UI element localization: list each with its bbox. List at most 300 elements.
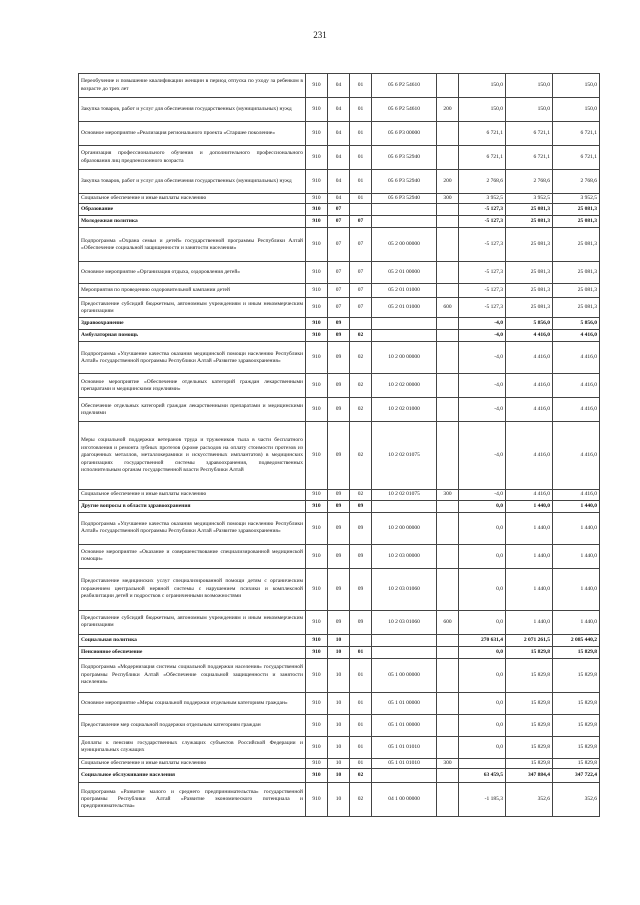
expense-type-code: [437, 398, 459, 422]
target-code: 10 2 02 01075: [372, 490, 437, 500]
section-code: 09: [328, 490, 350, 500]
section-code: 09: [328, 568, 350, 610]
target-code: 05 6 P3 52940: [372, 146, 437, 170]
amount-1: 150,0: [459, 98, 506, 122]
table-row: [79, 262, 600, 284]
subsection-code: 07: [350, 228, 372, 262]
section-code: 10: [328, 646, 350, 658]
expense-type-code: [437, 374, 459, 398]
row-name: Подпрограмма «Модернизация системы социальной поддержки населения» государственной программы Республики Алтай «Обеспечение социальной защищенности и занятости населения»: [79, 658, 306, 692]
expense-type-code: 200: [437, 170, 459, 194]
amount-1: 0,0: [459, 500, 506, 512]
amount-3: 6 721,1: [553, 122, 600, 146]
target-code: [372, 318, 437, 330]
expense-type-code: 200: [437, 98, 459, 122]
section-code: 04: [328, 170, 350, 194]
subsection-code: 02: [350, 330, 372, 342]
amount-1: 150,0: [459, 74, 506, 98]
target-code: 05 1 01 01010: [372, 758, 437, 768]
target-code: [372, 769, 437, 783]
expense-type-code: [437, 634, 459, 646]
amount-3: 1 440,0: [553, 512, 600, 544]
subsection-code: [350, 204, 372, 216]
ved-code: 910: [306, 783, 328, 817]
amount-2: 150,0: [506, 98, 553, 122]
subsection-code: 02: [350, 374, 372, 398]
subsection-code: 02: [350, 783, 372, 817]
row-name: Основное мероприятие «Организация отдыха, оздоровления детей»: [79, 262, 306, 284]
section-code: 09: [328, 374, 350, 398]
section-code: 09: [328, 544, 350, 568]
table-body: [79, 74, 600, 817]
subsection-code: [350, 634, 372, 646]
subsection-code: 01: [350, 646, 372, 658]
amount-2: 25 081,3: [506, 204, 553, 216]
subsection-code: 09: [350, 544, 372, 568]
amount-1: -4,0: [459, 490, 506, 500]
amount-3: 1 440,0: [553, 500, 600, 512]
ved-code: 910: [306, 490, 328, 500]
amount-2: 1 440,0: [506, 568, 553, 610]
amount-2: 15 829,8: [506, 658, 553, 692]
ved-code: 910: [306, 544, 328, 568]
row-name: Здравоохранение: [79, 318, 306, 330]
amount-3: 352,6: [553, 783, 600, 817]
subsection-code: 07: [350, 284, 372, 298]
amount-3: 347 722,4: [553, 769, 600, 783]
table-row: [79, 422, 600, 490]
expense-type-code: [437, 74, 459, 98]
expense-type-code: [437, 568, 459, 610]
amount-3: 15 829,8: [553, 714, 600, 736]
amount-2: 1 440,0: [506, 500, 553, 512]
amount-2: 2 071 261,5: [506, 634, 553, 646]
ved-code: 910: [306, 714, 328, 736]
row-name: Пенсионное обеспечение: [79, 646, 306, 658]
target-code: 10 2 02 01000: [372, 398, 437, 422]
amount-1: -4,0: [459, 330, 506, 342]
target-code: [372, 216, 437, 228]
section-code: 10: [328, 714, 350, 736]
table-row: [79, 714, 600, 736]
table-row: [79, 330, 600, 342]
row-name: Социальное обеспечение и иные выплаты населению: [79, 194, 306, 204]
amount-3: 25 081,3: [553, 216, 600, 228]
row-name: Социальное обеспечение и иные выплаты населению: [79, 758, 306, 768]
amount-3: 15 829,8: [553, 658, 600, 692]
row-name: Основное мероприятие «Обеспечение отдельных категорий граждан лекарственными препаратами и медицинскими изделиями»: [79, 374, 306, 398]
row-name: Подпрограмма «Охрана семьи и детей» государственной программы Республики Алтай «Обеспечение социальной защищенности и занятости населения»: [79, 228, 306, 262]
amount-2: 1 440,0: [506, 544, 553, 568]
amount-2: 5 856,0: [506, 318, 553, 330]
table-row: [79, 318, 600, 330]
amount-1: 63 459,5: [459, 769, 506, 783]
subsection-code: 07: [350, 216, 372, 228]
subsection-code: 07: [350, 262, 372, 284]
target-code: 05 6 P3 52940: [372, 194, 437, 204]
row-name: Социальная политика: [79, 634, 306, 646]
amount-1: -1 185,3: [459, 783, 506, 817]
subsection-code: 07: [350, 298, 372, 318]
amount-1: -4,0: [459, 318, 506, 330]
amount-2: 6 721,1: [506, 122, 553, 146]
section-code: 09: [328, 512, 350, 544]
amount-2: 25 081,3: [506, 298, 553, 318]
target-code: 10 2 03 00000: [372, 544, 437, 568]
ved-code: 910: [306, 228, 328, 262]
section-code: 04: [328, 146, 350, 170]
row-name: Основное мероприятие «Оказание и совершенствование специализированной медицинской помощи»: [79, 544, 306, 568]
expense-type-code: [437, 228, 459, 262]
expense-type-code: [437, 146, 459, 170]
ved-code: 910: [306, 568, 328, 610]
ved-code: 910: [306, 769, 328, 783]
amount-1: -5 127,3: [459, 284, 506, 298]
amount-3: 4 416,0: [553, 490, 600, 500]
row-name: Мероприятия по проведению оздоровительной кампании детей: [79, 284, 306, 298]
amount-2: 15 829,8: [506, 736, 553, 758]
expense-type-code: [437, 284, 459, 298]
expense-type-code: [437, 736, 459, 758]
amount-3: 25 081,3: [553, 228, 600, 262]
subsection-code: 01: [350, 194, 372, 204]
amount-1: 270 631,4: [459, 634, 506, 646]
section-code: 07: [328, 284, 350, 298]
subsection-code: 02: [350, 769, 372, 783]
target-code: 10 2 00 00000: [372, 342, 437, 374]
amount-2: 25 081,3: [506, 284, 553, 298]
ved-code: 910: [306, 98, 328, 122]
subsection-code: 02: [350, 342, 372, 374]
row-name: Предоставление субсидий бюджетным, автономным учреждениям и иным некоммерческим организациям: [79, 298, 306, 318]
ved-code: 910: [306, 146, 328, 170]
ved-code: 910: [306, 318, 328, 330]
row-name: Предоставление медицинских услуг специализированной помощи детям с органическим поражением центральной нервной системы с нарушением психики и комплексной реабилитации детей и подростков с ограниченными возможностями: [79, 568, 306, 610]
amount-3: 15 829,8: [553, 736, 600, 758]
target-code: [372, 204, 437, 216]
amount-2: 3 952,5: [506, 194, 553, 204]
amount-2: 150,0: [506, 74, 553, 98]
expense-type-code: [437, 692, 459, 714]
table-row: [79, 204, 600, 216]
amount-1: -4,0: [459, 398, 506, 422]
amount-1: 0,0: [459, 544, 506, 568]
amount-1: 3 952,5: [459, 194, 506, 204]
subsection-code: 01: [350, 74, 372, 98]
subsection-code: 09: [350, 610, 372, 634]
amount-3: 15 829,8: [553, 758, 600, 768]
amount-3: 25 081,3: [553, 298, 600, 318]
amount-2: 4 416,0: [506, 330, 553, 342]
amount-1: -5 127,3: [459, 298, 506, 318]
ved-code: 910: [306, 204, 328, 216]
amount-1: 0,0: [459, 610, 506, 634]
expense-type-code: 300: [437, 194, 459, 204]
amount-2: 4 416,0: [506, 398, 553, 422]
target-code: 10 2 02 01075: [372, 422, 437, 490]
amount-1: 0,0: [459, 692, 506, 714]
table-row: [79, 544, 600, 568]
row-name: Социальное обслуживание населения: [79, 769, 306, 783]
amount-3: 4 416,0: [553, 374, 600, 398]
budget-table: [78, 73, 600, 817]
expense-type-code: [437, 204, 459, 216]
amount-1: -5 127,3: [459, 204, 506, 216]
ved-code: 910: [306, 512, 328, 544]
row-name: Молодежная политика: [79, 216, 306, 228]
row-name: Меры социальной поддержки ветеранов труда и тружеников тыла в части бесплатного изготовления и ремонта зубных протезов (кроме расходов на оплату стоимости протезов из драгоценных металлов, металлокерамики и искусственных имплантатов) в медицинских организациях государственной системы здравоохранения, подведомственных исполнительным органам государственной власти Республики Алтай: [79, 422, 306, 490]
ved-code: 910: [306, 122, 328, 146]
amount-1: 0,0: [459, 512, 506, 544]
row-name: Другие вопросы в области здравоохранения: [79, 500, 306, 512]
ved-code: 910: [306, 284, 328, 298]
amount-3: 25 081,3: [553, 204, 600, 216]
section-code: 10: [328, 758, 350, 768]
section-code: 07: [328, 228, 350, 262]
row-name: Организация профессионального обучения и дополнительного профессионального образования лиц предпенсионного возраста: [79, 146, 306, 170]
ved-code: 910: [306, 610, 328, 634]
row-name: Подпрограмма «Улучшение качества оказания медицинской помощи населению Республики Алтай» государственной программы Республики Алтай «Развитие здравоохранения»: [79, 512, 306, 544]
expense-type-code: [437, 769, 459, 783]
amount-2: 25 081,3: [506, 216, 553, 228]
target-code: 04 1 00 00000: [372, 783, 437, 817]
amount-1: 0,0: [459, 714, 506, 736]
amount-1: 0,0: [459, 658, 506, 692]
table-row: [79, 490, 600, 500]
amount-3: 4 416,0: [553, 330, 600, 342]
target-code: 05 1 01 01010: [372, 736, 437, 758]
row-name: Закупка товаров, работ и услуг для обеспечения государственных (муниципальных) нужд: [79, 170, 306, 194]
amount-1: 6 721,1: [459, 122, 506, 146]
amount-2: 25 081,3: [506, 262, 553, 284]
amount-1: 0,0: [459, 568, 506, 610]
table-row: [79, 736, 600, 758]
section-code: 10: [328, 769, 350, 783]
amount-2: 6 721,1: [506, 146, 553, 170]
subsection-code: 09: [350, 568, 372, 610]
amount-3: 5 856,0: [553, 318, 600, 330]
table-row: [79, 284, 600, 298]
ved-code: 910: [306, 736, 328, 758]
target-code: [372, 330, 437, 342]
table-row: [79, 692, 600, 714]
ved-code: 910: [306, 634, 328, 646]
section-code: 09: [328, 330, 350, 342]
target-code: 10 2 00 00000: [372, 512, 437, 544]
ved-code: 910: [306, 298, 328, 318]
subsection-code: 01: [350, 758, 372, 768]
table-row: [79, 194, 600, 204]
expense-type-code: [437, 658, 459, 692]
row-name: Подпрограмма «Улучшение качества оказания медицинской помощи населению Республики Алтай» государственной программы Республики Алтай «Развитие здравоохранения»: [79, 342, 306, 374]
subsection-code: 02: [350, 422, 372, 490]
amount-2: 4 416,0: [506, 490, 553, 500]
amount-2: 4 416,0: [506, 374, 553, 398]
ved-code: 910: [306, 74, 328, 98]
section-code: 10: [328, 736, 350, 758]
amount-3: 1 440,0: [553, 544, 600, 568]
amount-1: -5 127,3: [459, 216, 506, 228]
expense-type-code: 600: [437, 610, 459, 634]
expense-type-code: [437, 500, 459, 512]
target-code: 05 1 01 00000: [372, 692, 437, 714]
subsection-code: [350, 318, 372, 330]
ved-code: 910: [306, 398, 328, 422]
amount-3: 25 081,3: [553, 262, 600, 284]
target-code: 05 6 P3 00000: [372, 122, 437, 146]
expense-type-code: [437, 512, 459, 544]
row-name: Предоставление мер социальной поддержки отдельным категориям граждан: [79, 714, 306, 736]
table-row: [79, 228, 600, 262]
section-code: 10: [328, 658, 350, 692]
expense-type-code: [437, 216, 459, 228]
amount-1: -4,0: [459, 342, 506, 374]
amount-3: 15 829,8: [553, 692, 600, 714]
row-name: Амбулаторная помощь: [79, 330, 306, 342]
expense-type-code: 300: [437, 758, 459, 768]
table-row: [79, 646, 600, 658]
table-row: [79, 783, 600, 817]
subsection-code: 01: [350, 714, 372, 736]
amount-2: 4 416,0: [506, 422, 553, 490]
target-code: 05 2 01 01000: [372, 298, 437, 318]
table-row: [79, 146, 600, 170]
subsection-code: 02: [350, 398, 372, 422]
amount-2: 1 440,0: [506, 512, 553, 544]
target-code: 10 2 03 01060: [372, 610, 437, 634]
row-name: Основное мероприятие «Меры социальной поддержки отдельным категориям граждан»: [79, 692, 306, 714]
target-code: 05 2 01 00000: [372, 262, 437, 284]
target-code: [372, 646, 437, 658]
section-code: 09: [328, 500, 350, 512]
subsection-code: 01: [350, 736, 372, 758]
amount-2: 4 416,0: [506, 342, 553, 374]
amount-3: 25 081,3: [553, 284, 600, 298]
section-code: 09: [328, 318, 350, 330]
section-code: 10: [328, 692, 350, 714]
row-name: Предоставление субсидий бюджетным, автономным учреждениям и иным некоммерческим организациям: [79, 610, 306, 634]
table-row: [79, 374, 600, 398]
table-row: [79, 122, 600, 146]
subsection-code: 09: [350, 512, 372, 544]
expense-type-code: [437, 122, 459, 146]
ved-code: 910: [306, 262, 328, 284]
expense-type-code: [437, 330, 459, 342]
row-name: Подпрограмма «Развитие малого и среднего предпринимательства» государственной программы Республики Алтай «Развитие экономического потенциала и предпринимательства»: [79, 783, 306, 817]
amount-1: -4,0: [459, 374, 506, 398]
amount-3: 6 721,1: [553, 146, 600, 170]
amount-1: 0,0: [459, 736, 506, 758]
section-code: 04: [328, 98, 350, 122]
row-name: Социальное обеспечение и иные выплаты населению: [79, 490, 306, 500]
table-row: [79, 74, 600, 98]
subsection-code: 01: [350, 98, 372, 122]
ved-code: 910: [306, 194, 328, 204]
page-number: 231: [313, 30, 327, 40]
section-code: 09: [328, 342, 350, 374]
target-code: 10 2 02 00000: [372, 374, 437, 398]
section-code: 09: [328, 422, 350, 490]
row-name: Закупка товаров, работ и услуг для обеспечения государственных (муниципальных) нужд: [79, 98, 306, 122]
subsection-code: 01: [350, 170, 372, 194]
target-code: 05 1 01 00000: [372, 714, 437, 736]
row-name: Доплаты к пенсиям государственных служащих субъектов Российской Федерации и муниципальных служащих: [79, 736, 306, 758]
amount-2: 2 768,6: [506, 170, 553, 194]
section-code: 10: [328, 783, 350, 817]
row-name: Переобучение и повышение квалификации женщин в период отпуска по уходу за ребенком в возрасте до трех лет: [79, 74, 306, 98]
table-row: [79, 610, 600, 634]
ved-code: 910: [306, 500, 328, 512]
table-row: [79, 298, 600, 318]
amount-1: -4,0: [459, 422, 506, 490]
amount-2: 15 829,8: [506, 646, 553, 658]
ved-code: 910: [306, 374, 328, 398]
table-row: [79, 500, 600, 512]
ved-code: 910: [306, 758, 328, 768]
subsection-code: 01: [350, 122, 372, 146]
amount-2: 15 829,8: [506, 692, 553, 714]
section-code: 09: [328, 398, 350, 422]
expense-type-code: [437, 342, 459, 374]
expense-type-code: 300: [437, 490, 459, 500]
section-code: 07: [328, 298, 350, 318]
amount-1: -5 127,3: [459, 228, 506, 262]
amount-2: 352,6: [506, 783, 553, 817]
amount-1: 0,0: [459, 646, 506, 658]
amount-3: 150,0: [553, 98, 600, 122]
target-code: 10 2 03 01060: [372, 568, 437, 610]
amount-3: 4 416,0: [553, 398, 600, 422]
expense-type-code: [437, 783, 459, 817]
amount-3: 3 952,5: [553, 194, 600, 204]
amount-3: 4 416,0: [553, 422, 600, 490]
ved-code: 910: [306, 692, 328, 714]
section-code: 09: [328, 610, 350, 634]
table-row: [79, 758, 600, 768]
subsection-code: 09: [350, 500, 372, 512]
ved-code: 910: [306, 646, 328, 658]
ved-code: 910: [306, 216, 328, 228]
table-row: [79, 634, 600, 646]
subsection-code: 01: [350, 692, 372, 714]
ved-code: 910: [306, 422, 328, 490]
section-code: 04: [328, 74, 350, 98]
expense-type-code: [437, 422, 459, 490]
target-code: 05 1 00 00000: [372, 658, 437, 692]
expense-type-code: [437, 714, 459, 736]
ved-code: 910: [306, 170, 328, 194]
row-name: Основное мероприятие «Реализация регионального проекта «Старшее поколение»: [79, 122, 306, 146]
amount-2: 347 884,4: [506, 769, 553, 783]
amount-2: 1 440,0: [506, 610, 553, 634]
amount-3: 1 440,0: [553, 568, 600, 610]
table-row: [79, 769, 600, 783]
amount-3: 2 768,6: [553, 170, 600, 194]
target-code: 05 6 P3 52940: [372, 170, 437, 194]
section-code: 10: [328, 634, 350, 646]
table-row: [79, 98, 600, 122]
amount-3: 15 829,8: [553, 646, 600, 658]
section-code: 07: [328, 216, 350, 228]
amount-1: 2 768,6: [459, 170, 506, 194]
table-row: [79, 170, 600, 194]
table-row: [79, 216, 600, 228]
amount-2: 15 829,8: [506, 758, 553, 768]
amount-1: [459, 758, 506, 768]
amount-1: 6 721,1: [459, 146, 506, 170]
row-name: Обеспечение отдельных категорий граждан лекарственными препаратами и медицинскими изделиями: [79, 398, 306, 422]
target-code: 05 6 P2 54610: [372, 74, 437, 98]
